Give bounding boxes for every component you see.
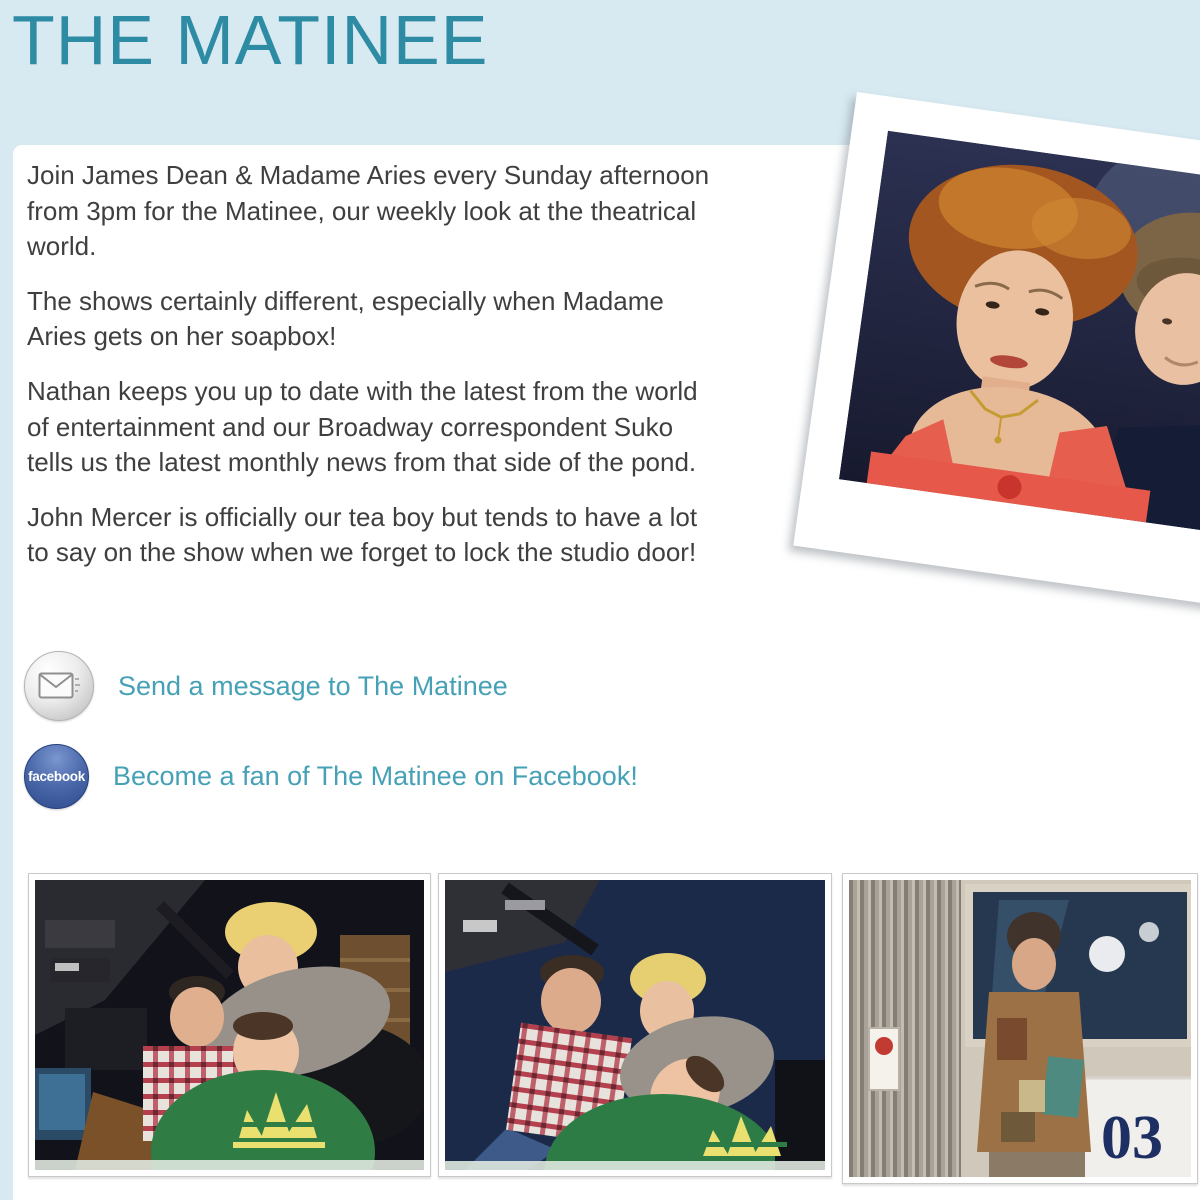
send-message-label[interactable]: Send a message to The Matinee xyxy=(118,670,508,701)
intro-paragraph: John Mercer is officially our tea boy but tends to have a lot to say on the show when we forget to lock the studio door! xyxy=(27,501,698,568)
studio-photo-3-image xyxy=(849,880,1191,1177)
presenters-photo xyxy=(839,131,1200,535)
intro-text xyxy=(27,158,715,590)
facebook-fan-link[interactable] xyxy=(24,744,638,809)
send-message-link[interactable] xyxy=(24,651,508,721)
envelope-glyph xyxy=(38,671,80,701)
email-icon[interactable] xyxy=(24,651,94,721)
facebook-icon[interactable] xyxy=(24,744,89,809)
studio-sign-number: 03 xyxy=(1101,1104,1163,1172)
studio-photo-1 xyxy=(28,873,431,1177)
intro-paragraph: The shows certainly different, especially when Madame Aries gets on her soapbox! xyxy=(27,285,664,352)
presenters-polaroid xyxy=(793,92,1200,611)
studio-photo-2 xyxy=(438,873,832,1177)
studio-photo-2-image xyxy=(445,880,825,1170)
page-title: THE MATINEE xyxy=(12,1,489,79)
facebook-fan-label[interactable]: Become a fan of The Matinee on Facebook! xyxy=(113,761,638,791)
studio-photo-3 xyxy=(842,873,1198,1184)
intro-paragraph: Nathan keeps you up to date with the latest from the world of entertainment and our Broadway correspondent Suko tells us the latest monthly news from that side of the pond. xyxy=(27,376,698,478)
studio-photo-1-image xyxy=(35,880,424,1170)
intro-paragraph: Join James Dean & Madame Aries every Sunday afternoon from 3pm for the Matinee, our weekly look at the theatrical world. xyxy=(27,160,710,262)
facebook-wordmark: facebook xyxy=(28,769,85,784)
